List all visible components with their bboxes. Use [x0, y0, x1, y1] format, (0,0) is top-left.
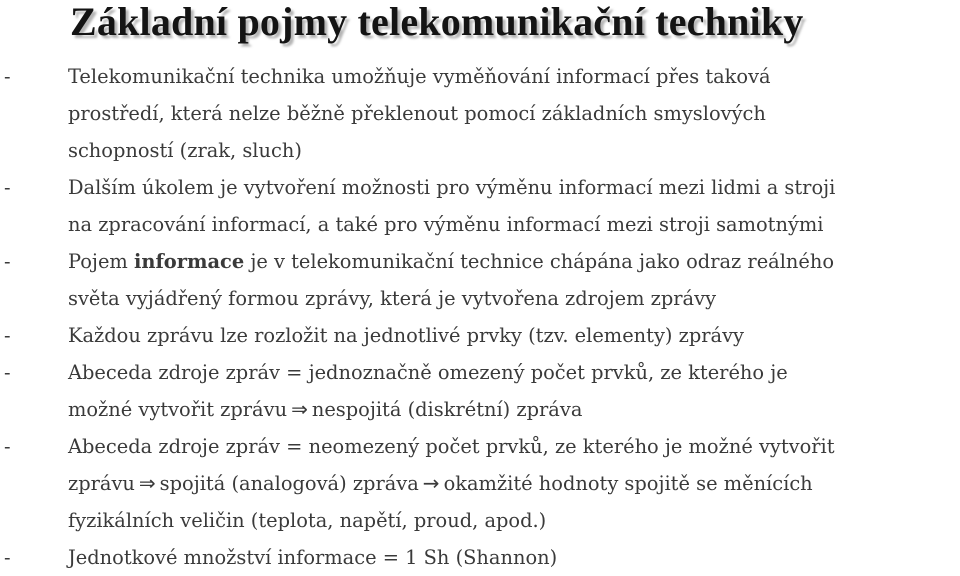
- bullet-text-line: [68, 391, 960, 428]
- bullet-text-line: světa vyjádřený formou zprávy, která je vytvořena zdrojem zprávy: [68, 287, 717, 310]
- bullet-text-line: Abeceda zdroje zpráv = neomezený počet prvků, ze kterého je možné vytvořit: [68, 435, 835, 458]
- bullet-item: [0, 317, 960, 354]
- bullet-text-line: [68, 243, 960, 280]
- text-segment: zprávu: [68, 472, 135, 495]
- text-segment: Pojem: [68, 250, 134, 273]
- right-arrow-icon: →: [422, 471, 440, 495]
- bullet-item: [0, 169, 960, 243]
- text-segment: možné vytvořit zprávu: [68, 398, 288, 421]
- bullet-item: [0, 539, 960, 576]
- bullet-marker: -: [4, 65, 11, 88]
- bullet-list: [0, 58, 960, 576]
- bullet-item: [0, 243, 960, 317]
- bullet-text-line: [68, 465, 960, 502]
- bullet-marker: -: [4, 546, 11, 569]
- slide-title: Základní pojmy telekomunikační techniky: [70, 0, 804, 44]
- bullet-text-line: Jednotkové množství informace = 1 Sh (Shannon): [68, 546, 558, 569]
- text-segment: spojitá (analogová) zpráva: [159, 472, 419, 495]
- bullet-marker: -: [4, 324, 11, 347]
- double-arrow-icon: ⇒: [291, 397, 308, 421]
- bullet-text-line: prostředí, která nelze běžně překlenout pomocí základních smyslových: [68, 102, 766, 125]
- bullet-item: [0, 354, 960, 428]
- bullet-text-line: Abeceda zdroje zpráv = jednoznačně omezený počet prvků, ze kterého je: [68, 361, 788, 384]
- bullet-text-line: fyzikálních veličin (teplota, napětí, proud, apod.): [68, 509, 547, 532]
- bullet-text-line: Každou zprávu lze rozložit na jednotlivé prvky (tzv. elementy) zprávy: [68, 324, 745, 347]
- bullet-text-line: schopností (zrak, sluch): [68, 139, 302, 162]
- text-segment: je v telekomunikační technice chápána jako odraz reálného: [244, 250, 835, 273]
- bullet-text-line: na zpracování informací, a také pro výměnu informací mezi stroji samotnými: [68, 213, 824, 236]
- bullet-item: [0, 428, 960, 539]
- bullet-text-line: Dalším úkolem je vytvoření možnosti pro výměnu informací mezi lidmi a stroji: [68, 176, 836, 199]
- bullet-marker: -: [4, 435, 11, 458]
- double-arrow-icon: ⇒: [138, 471, 156, 495]
- emphasized-term: informace: [133, 250, 245, 273]
- bullet-item: [0, 58, 960, 169]
- bullet-marker: -: [4, 176, 11, 199]
- text-segment: okamžité hodnoty spojitě se měnících: [443, 472, 813, 495]
- bullet-marker: -: [4, 250, 11, 273]
- text-segment: nespojitá (diskrétní) zpráva: [311, 398, 583, 421]
- bullet-marker: -: [4, 361, 11, 384]
- bullet-text-line: Telekomunikační technika umožňuje vyměňování informací přes taková: [68, 65, 771, 88]
